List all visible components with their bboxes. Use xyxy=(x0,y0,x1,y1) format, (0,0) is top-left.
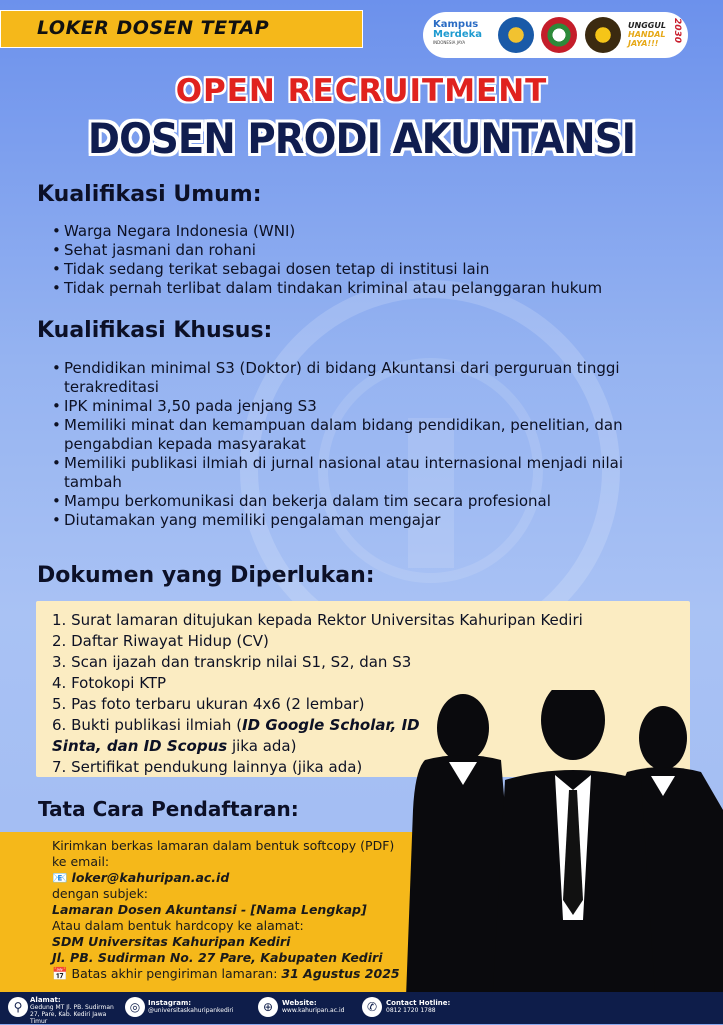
pendaftaran-text: Kirimkan berkas lamaran dalam bentuk softcopy (PDF) ke email: 📧 loker@kahuripan.ac.id dengan subjek: Lamaran Dosen Akuntansi - [Nama Lengkap] Atau dalam bentuk hardcopy ke alamat: SDM Universitas Kahuripan Kediri Jl. PB. Sudirman No. 27 Pare, Kabupaten Kediri 📅 Batas akhir pengiriman lamaran: 31 Agustus 2025 xyxy=(52,838,400,981)
kualifikasi-umum-heading: Kualifikasi Umum: xyxy=(37,182,262,207)
list-item: 3. Scan ijazah dan transkrip nilai S1, S2, dan S3 xyxy=(52,653,412,671)
list-item: • Memiliki publikasi ilmiah di jurnal nasional atau internasional menjadi nilai tambah xyxy=(52,454,662,492)
banner-label: LOKER DOSEN TETAP xyxy=(37,17,270,39)
tut-wuri-handayani-logo xyxy=(498,17,534,53)
partner-logos xyxy=(423,12,688,58)
business-people-silhouette xyxy=(405,690,723,1024)
kualifikasi-khusus-heading: Kualifikasi Khusus: xyxy=(37,318,273,343)
list-item: 4. Fotokopi KTP xyxy=(52,674,167,692)
list-item: • Warga Negara Indonesia (WNI) xyxy=(52,222,602,241)
list-item: • Pendidikan minimal S3 (Doktor) di bidang Akuntansi dari perguruan tinggi terakreditasi xyxy=(52,359,662,397)
pendaftaran-heading: Tata Cara Pendaftaran: xyxy=(38,797,299,821)
list-item: 7. Sertifikat pendukung lainnya (jika ada) xyxy=(52,758,363,776)
kahuripan-emblem-logo xyxy=(585,17,621,53)
instagram-icon: ◎ xyxy=(125,997,145,1017)
dokumen-heading: Dokumen yang Diperlukan: xyxy=(37,563,375,588)
email-link[interactable]: loker@kahuripan.ac.id xyxy=(71,870,230,885)
list-item: • Mampu berkomunikasi dan bekerja dalam tim secara profesional xyxy=(52,492,662,511)
list-item: • Tidak sedang terikat sebagai dosen tetap di institusi lain xyxy=(52,260,602,279)
footer-address: Alamat: Gedung MT Jl. PB. Sudirman 27, Pare, Kab. Kediri Jawa Timur xyxy=(30,996,114,1025)
kualifikasi-khusus-list xyxy=(52,359,662,530)
whatsapp-icon: ✆ xyxy=(362,997,382,1017)
footer-hotline[interactable]: Contact Hotline: 0812 1720 1788 xyxy=(386,999,451,1014)
list-item: • Tidak pernah terlibat dalam tindakan kriminal atau pelanggaran hukum xyxy=(52,279,602,298)
footer-bar xyxy=(0,992,723,1024)
email-icon: 📧 xyxy=(52,870,72,885)
kualifikasi-umum-list xyxy=(52,222,602,298)
university-seal-logo xyxy=(541,17,577,53)
globe-icon: ⊕ xyxy=(258,997,278,1017)
footer-website[interactable]: Website: www.kahuripan.ac.id xyxy=(282,999,345,1014)
open-recruitment-heading: OPEN RECRUITMENT xyxy=(175,73,548,109)
location-pin-icon: ⚲ xyxy=(8,997,28,1017)
list-item: 6. Bukti publikasi ilmiah (ID Google Scholar, ID Sinta, dan ID Scopus jika ada) xyxy=(52,716,420,755)
list-item: • Diutamakan yang memiliki pengalaman mengajar xyxy=(52,511,662,530)
list-item: • Memiliki minat dan kemampuan dalam bidang pendidikan, penelitian, dan pengabdian kepada masyarakat xyxy=(52,416,662,454)
list-item: • Sehat jasmani dan rohani xyxy=(52,241,602,260)
kampus-merdeka-logo: Kampus Merdeka INDONESIA JAYA xyxy=(433,19,483,45)
top-banner xyxy=(0,10,363,48)
unggul-handal-logo: UNGGUL HANDAL JAYA!!! 2030 xyxy=(628,18,682,48)
list-item: • IPK minimal 3,50 pada jenjang S3 xyxy=(52,397,662,416)
list-item: 5. Pas foto terbaru ukuran 4x6 (2 lembar) xyxy=(52,695,365,713)
calendar-icon: 📅 xyxy=(52,966,72,981)
list-item: 1. Surat lamaran ditujukan kepada Rektor Universitas Kahuripan Kediri xyxy=(52,611,583,629)
list-item: 2. Daftar Riwayat Hidup (CV) xyxy=(52,632,269,650)
footer-instagram[interactable]: Instagram: @universitaskahuripankediri xyxy=(148,999,234,1014)
position-title: DOSEN PRODI AKUNTANSI xyxy=(87,114,636,163)
